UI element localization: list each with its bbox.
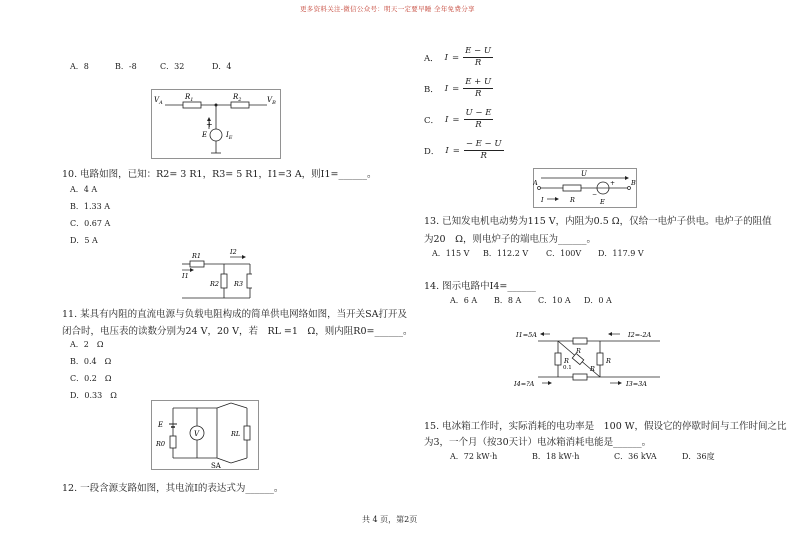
- fig2-r1: R1: [192, 252, 202, 260]
- header-banner: 更多资料关注-微信公众号：明天一定要早睡 全年免费分享: [300, 5, 475, 13]
- q10-option-a: A．4 A: [70, 185, 98, 194]
- fig5-r01: 0.1: [563, 365, 572, 371]
- fig5-i2: I2=-2A: [628, 331, 652, 339]
- fig4-e: E: [600, 198, 605, 206]
- q12-option-d: D． I = $\frac{- E - U}{R}$: [424, 139, 502, 161]
- fig3-r0: R0: [156, 440, 166, 448]
- q14-option-d: D．0 A: [584, 296, 612, 305]
- q9-option-a: A．8: [70, 62, 89, 71]
- fig2-r2: R2: [210, 280, 220, 288]
- q14-option-b: B．8 A: [494, 296, 522, 305]
- svg-text:+: +: [206, 120, 213, 129]
- figure-parallel-resistor-circuit: [180, 244, 252, 300]
- q15-line2: 为3，一个月（按30天计）电冰箱消耗电能是______。: [424, 437, 652, 448]
- page-footer: 共 4 页，第2页: [362, 515, 418, 524]
- figure-source-branch-circuit: [533, 168, 637, 208]
- q10-option-c: C．0.67 A: [70, 219, 111, 228]
- q12-option-a: A． I = $\frac{E - U}{R}$: [424, 46, 492, 68]
- q11-option-a: A．2 Ω: [70, 340, 104, 349]
- q10-option-b: B．1.33 A: [70, 202, 111, 211]
- fig5-r-top: R: [576, 347, 581, 355]
- fig5-r-bottom: R: [590, 365, 595, 373]
- fig3-e: E: [158, 421, 164, 429]
- fig4-b: B: [631, 179, 636, 187]
- fig1-r2: $R_2$: [233, 93, 242, 103]
- q13-option-c: C．100V: [546, 249, 582, 258]
- fig2-r3: R3: [234, 280, 244, 288]
- fig4-r: R: [570, 196, 575, 204]
- fig1-r1: $R_1$: [185, 93, 194, 103]
- q15-option-c: C．36 kVA: [614, 452, 657, 461]
- fig5-i3: I3=3A: [626, 380, 647, 388]
- q11-line1: 11. 某具有内阻的直流电源与负载电阻构成的简单供电网络如图，当开关SA打开及: [62, 309, 407, 320]
- q14-option-c: C．10 A: [538, 296, 571, 305]
- q9-option-c: C．32: [160, 62, 185, 71]
- q15-option-d: D．36度: [682, 452, 715, 461]
- fig4-a: A: [533, 179, 538, 187]
- q13-option-d: D．117.9 V: [598, 249, 644, 258]
- fig5-r-right: R: [606, 357, 611, 365]
- q12-option-c: C． I = $\frac{U - E}{R}$: [424, 108, 492, 130]
- q10-text: 10. 电路如图，已知：R2= 3 R1，R3= 5 R1，I1=3 A，则I1=______。: [62, 169, 377, 180]
- q9-option-d: D．4: [212, 62, 232, 71]
- fig5-r-left: R: [564, 357, 569, 365]
- q14-option-a: A．6 A: [450, 296, 478, 305]
- fig4-i: I: [541, 196, 544, 204]
- fig4-minus: −: [592, 191, 598, 198]
- q13-line1: 13. 已知发电机电动势为115 V，内阻为0.5 Ω，仅给一电炉子供电。电炉子的阻值: [424, 216, 772, 227]
- fig5-i4: I4=?A: [514, 380, 535, 388]
- q11-line2: 闭合时，电压表的读数分别为24 V，20 V，若 RL =1 Ω，则内阻R0=______。: [62, 326, 413, 337]
- q11-option-d: D．0.33 Ω: [70, 391, 117, 400]
- fig4-plus: +: [610, 180, 616, 187]
- q10-option-d: D．5 A: [70, 236, 98, 245]
- q11-option-b: B．0.4 Ω: [70, 357, 112, 366]
- fig1-e: E: [202, 131, 208, 139]
- q12-text: 12. 一段含源支路如图，其电流I的表达式为______。: [62, 483, 284, 494]
- q15-option-b: B．18 kW·h: [532, 452, 580, 461]
- figure-voltage-divider-circuit: [151, 89, 281, 159]
- fig1-ie: $I_E$: [226, 131, 233, 141]
- q13-line2: 为20 Ω，则电炉子的端电压为______。: [424, 234, 596, 245]
- fig3-rl: RL: [231, 430, 241, 438]
- q15-option-a: A．72 kW·h: [450, 452, 498, 461]
- fig1-va: $V_A$: [154, 96, 163, 106]
- fig2-i1: I1: [182, 272, 189, 280]
- fig3-v: V: [194, 430, 200, 438]
- q12-option-b: B． I = $\frac{E + U}{R}$: [424, 77, 492, 99]
- q13-option-b: B．112.2 V: [483, 249, 529, 258]
- fig4-u: U: [581, 170, 587, 178]
- figure-voltmeter-switch-circuit: [151, 400, 259, 470]
- q14-text: 14. 图示电路中I4=______: [424, 281, 536, 292]
- q11-option-c: C．0.2 Ω: [70, 374, 112, 383]
- figure-current-network-circuit: [510, 325, 682, 391]
- q9-option-b: B．-8: [115, 62, 137, 71]
- fig2-i2: I2: [230, 248, 237, 256]
- q15-line1: 15. 电冰箱工作时，实际消耗的电功率是 100 W，假设它的停歇时间与工作时间之比: [424, 421, 787, 432]
- q13-option-a: A．115 V: [432, 249, 470, 258]
- fig5-i1: I1=5A: [516, 331, 537, 339]
- fig3-sa: SA: [211, 462, 221, 470]
- fig1-vb: $V_B$: [267, 96, 276, 106]
